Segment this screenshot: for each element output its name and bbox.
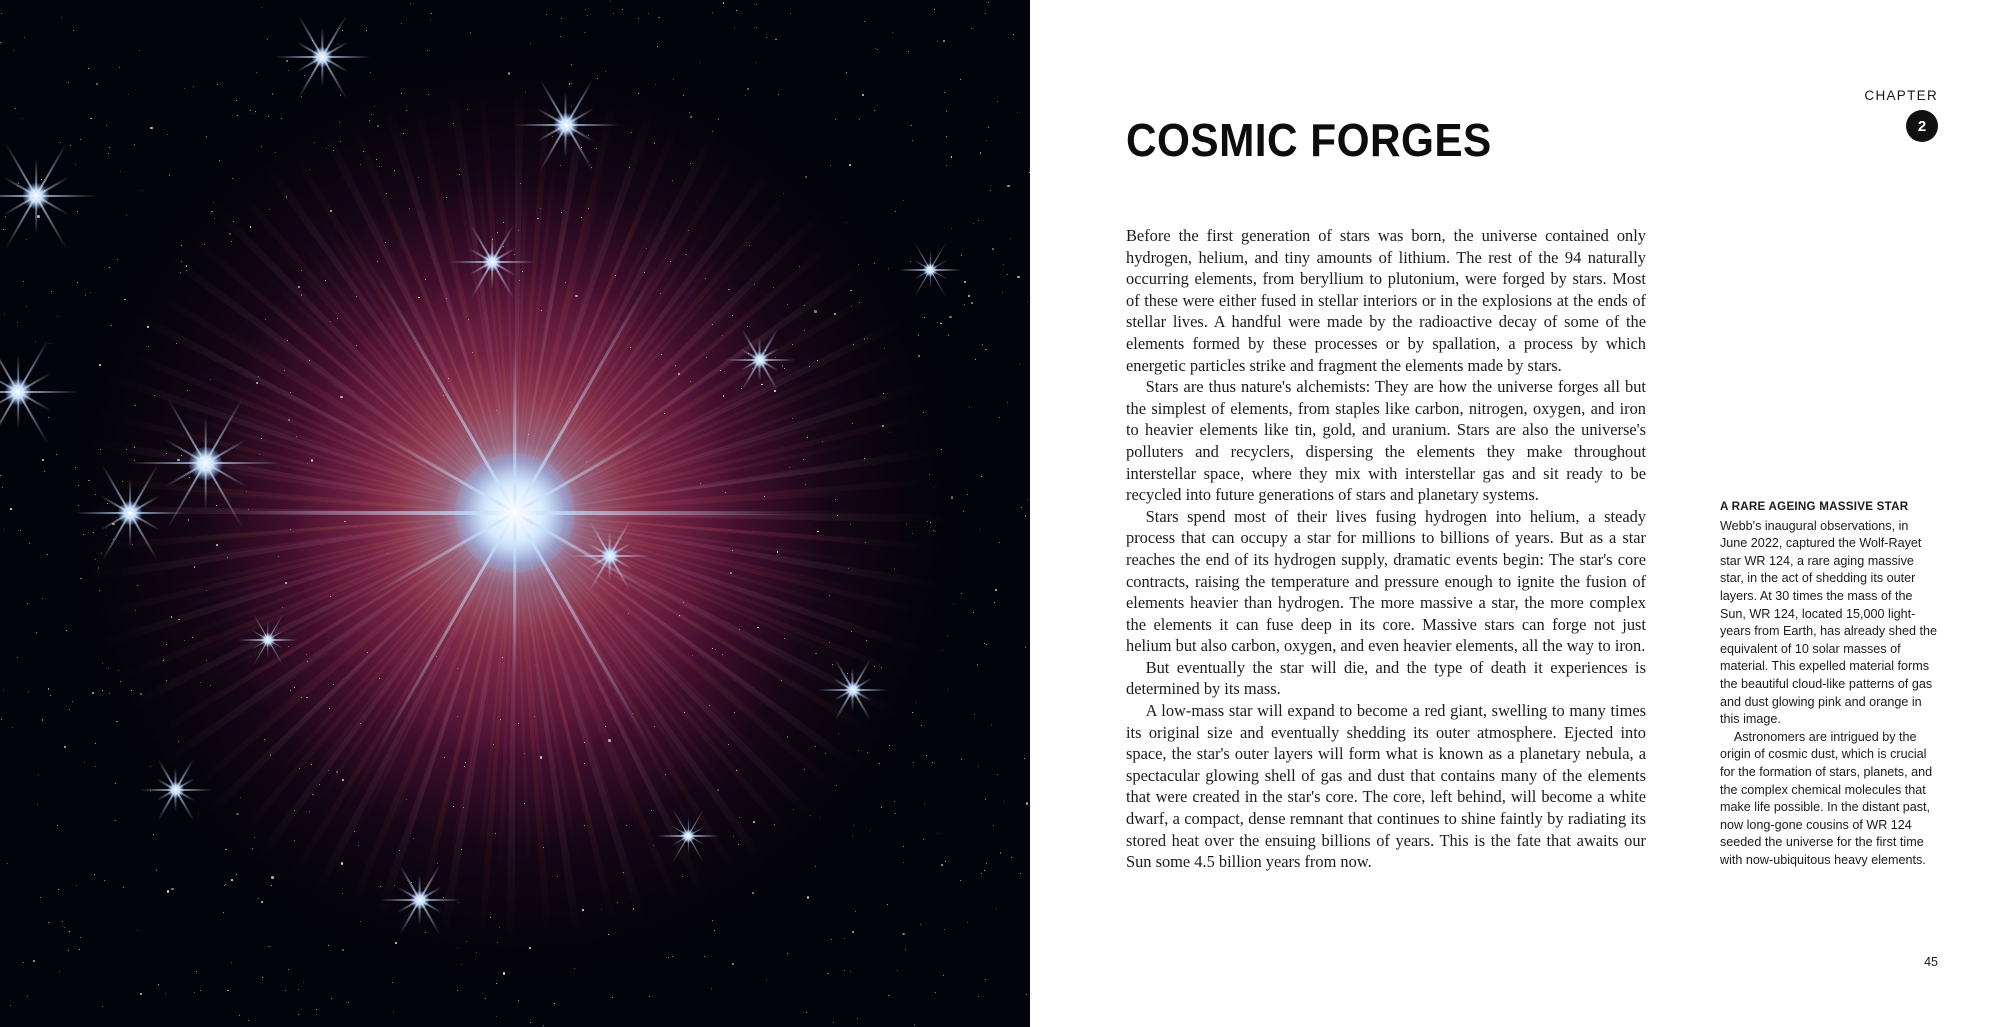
caption-heading: A RARE AGEING MASSIVE STAR xyxy=(1720,500,1909,513)
body-text-column xyxy=(1126,225,1646,873)
right-page-text xyxy=(1030,0,2000,1027)
page-number: 45 xyxy=(1924,955,1938,969)
body-paragraph: Stars spend most of their lives fusing hydrogen into helium, a steady process that can occupy a star for millions to billions of years. But as a star reaches the end of its hydrogen supply, dramatic events begin: The star's core contracts, raising the temperature and pressure enough to ignite the fusion of elements heavier than hydrogen. The more massive a star, the more complex the elements it can fuse deep in its core. Massive stars can forge not just helium but also carbon, oxygen, and even heavier elements, all the way to iron. xyxy=(1126,506,1646,656)
body-paragraph: A low-mass star will expand to become a red giant, swelling to many times its original size and eventually shedding its outer atmosphere. Ejected into space, the star's outer layers will form what is known as a planetary nebula, a spectacular glowing shell of gas and dust that contains many of the elements that were created in the star's core. The core, left behind, will become a white dwarf, a compact, dense remnant that continues to shine faintly by radiating its stored heat over the ensuing billions of years. This is the fate that awaits our Sun some 4.5 billion years from now. xyxy=(1126,701,1646,872)
chapter-label: CHAPTER xyxy=(1864,88,1938,103)
body-paragraph: Before the first generation of stars was born, the universe contained only hydrogen, helium, and tiny amounts of lithium. The rest of the 94 naturally occurring elements, from beryllium to plutonium, were forged by stars. Most of these were either fused in stellar interiors or in the explosions at the ends of stellar lives. A handful were made by the radioactive decay of some of the elements formed by these processes or by spallation, a process by which energetic particles strike and fragment the elements made by stars. xyxy=(1126,226,1646,375)
caption-paragraph: Astronomers are intrigued by the origin of cosmic dust, which is crucial for the formation of stars, planets, and the complex chemical molecules that make life possible. In the distant past, now long-gone cousins of WR 124 seeded the universe for the first time with now-ubiquitous heavy elements. xyxy=(1720,729,1933,867)
caption-paragraph: Webb's inaugural observations, in June 2022, captured the Wolf-Rayet star WR 124, a rare aging massive star, in the act of shedding its outer layers. At 30 times the mass of the Sun, WR 124, located 15,000 light-years from Earth, has already shed the equivalent of 10 solar masses of material. This expelled material forms the beautiful cloud-like patterns of gas and dust glowing pink and orange in this image. xyxy=(1720,518,1938,727)
chapter-number-badge: 2 xyxy=(1906,110,1938,142)
body-paragraph: But eventually the star will die, and the type of death it experiences is determined by its mass. xyxy=(1126,657,1646,699)
page-title: COSMIC FORGES xyxy=(1126,113,1492,166)
body-paragraph: Stars are thus nature's alchemists: They are how the universe forges all but the simplest of elements, from staples like carbon, nitrogen, oxygen, and iron to heavier elements like tin, gold, and uranium. Stars are also the universe's polluters and recyclers, dispersing the elements they make throughout interstellar space, where they mix with interstellar gas and sit ready to be recycled into future generations of stars and planetary systems. xyxy=(1126,377,1646,505)
photo-caption-sidebar xyxy=(1720,498,1938,869)
